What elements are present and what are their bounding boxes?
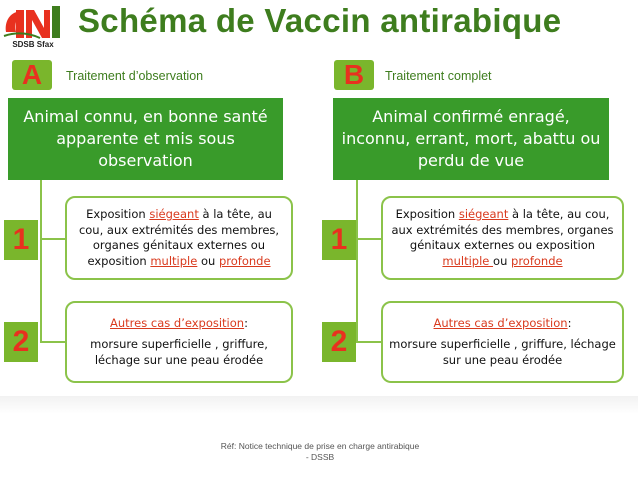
- card-text-part: ou: [197, 253, 219, 268]
- connector-a-branch-2: [40, 341, 65, 343]
- highlight-profonde: profonde: [511, 253, 563, 268]
- card-text-part: à la tête, au cou, aux extrémités des membres, organes génitaux externes ou exposition: [78, 207, 280, 268]
- sdsb-logo-icon: [2, 2, 64, 42]
- card-text-part: à la tête, au cou, aux extrémités des membres, organes génitaux externes ou exposition: [391, 207, 614, 252]
- card-text: [73, 207, 285, 269]
- connector-a-branch-1: [40, 238, 65, 240]
- logo-caption: SDSB Sfax: [12, 40, 54, 49]
- connector-b-branch-2: [356, 341, 381, 343]
- section-b-card-2: [381, 301, 624, 383]
- highlight-siegeant: siégeant: [149, 207, 199, 221]
- section-a-card-1: [65, 196, 293, 280]
- section-b-label: Traitement complet: [385, 69, 492, 83]
- card-text: [389, 207, 616, 269]
- heading-colon: :: [567, 315, 572, 330]
- section-a-label: Traitement d’observation: [66, 69, 204, 83]
- section-b-letter: B: [334, 60, 374, 90]
- section-a-header: Animal connu, en bonne santé apparente et mis sous observation: [8, 98, 283, 180]
- connector-a-vertical: [40, 180, 42, 343]
- section-a-letter: A: [12, 60, 52, 90]
- section-b-header: Animal confirmé enragé, inconnu, errant, mort, abattu ou perdu de vue: [333, 98, 609, 180]
- card-text-part: Exposition: [395, 207, 459, 221]
- section-b-card-1: [381, 196, 624, 280]
- card-text-part: ou: [493, 253, 512, 268]
- section-a-number-2: 2: [4, 322, 38, 362]
- highlight-siegeant: siégeant: [458, 207, 509, 221]
- reference-note: Réf: Notice technique de prise en charge antirabique - DSSB: [220, 441, 420, 462]
- card-heading: [434, 316, 572, 332]
- footer-shadow: [0, 396, 638, 414]
- section-a-number-1: 1: [4, 220, 38, 260]
- other-cases-heading: Autres cas d’exposition: [433, 315, 568, 330]
- card-text-part: Exposition: [86, 207, 150, 221]
- other-cases-heading: Autres cas d’exposition: [110, 315, 245, 330]
- card-body: morsure superficielle , griffure, léchage sur une peau érodée: [90, 337, 268, 367]
- section-b-number-2: 2: [322, 322, 356, 362]
- page-title: Schéma de Vaccin antirabique: [78, 2, 562, 39]
- connector-b-branch-1: [356, 238, 381, 240]
- highlight-multiple: multiple: [150, 253, 198, 268]
- card-heading: [110, 316, 248, 332]
- connector-b-vertical: [356, 180, 358, 343]
- section-a-card-2: [65, 301, 293, 383]
- card-body: morsure superficielle , griffure, léchage sur une peau érodée: [389, 337, 616, 367]
- highlight-profonde: profonde: [218, 253, 271, 268]
- highlight-multiple: multiple: [442, 253, 494, 268]
- section-b-number-1: 1: [322, 220, 356, 260]
- heading-colon: :: [244, 315, 248, 330]
